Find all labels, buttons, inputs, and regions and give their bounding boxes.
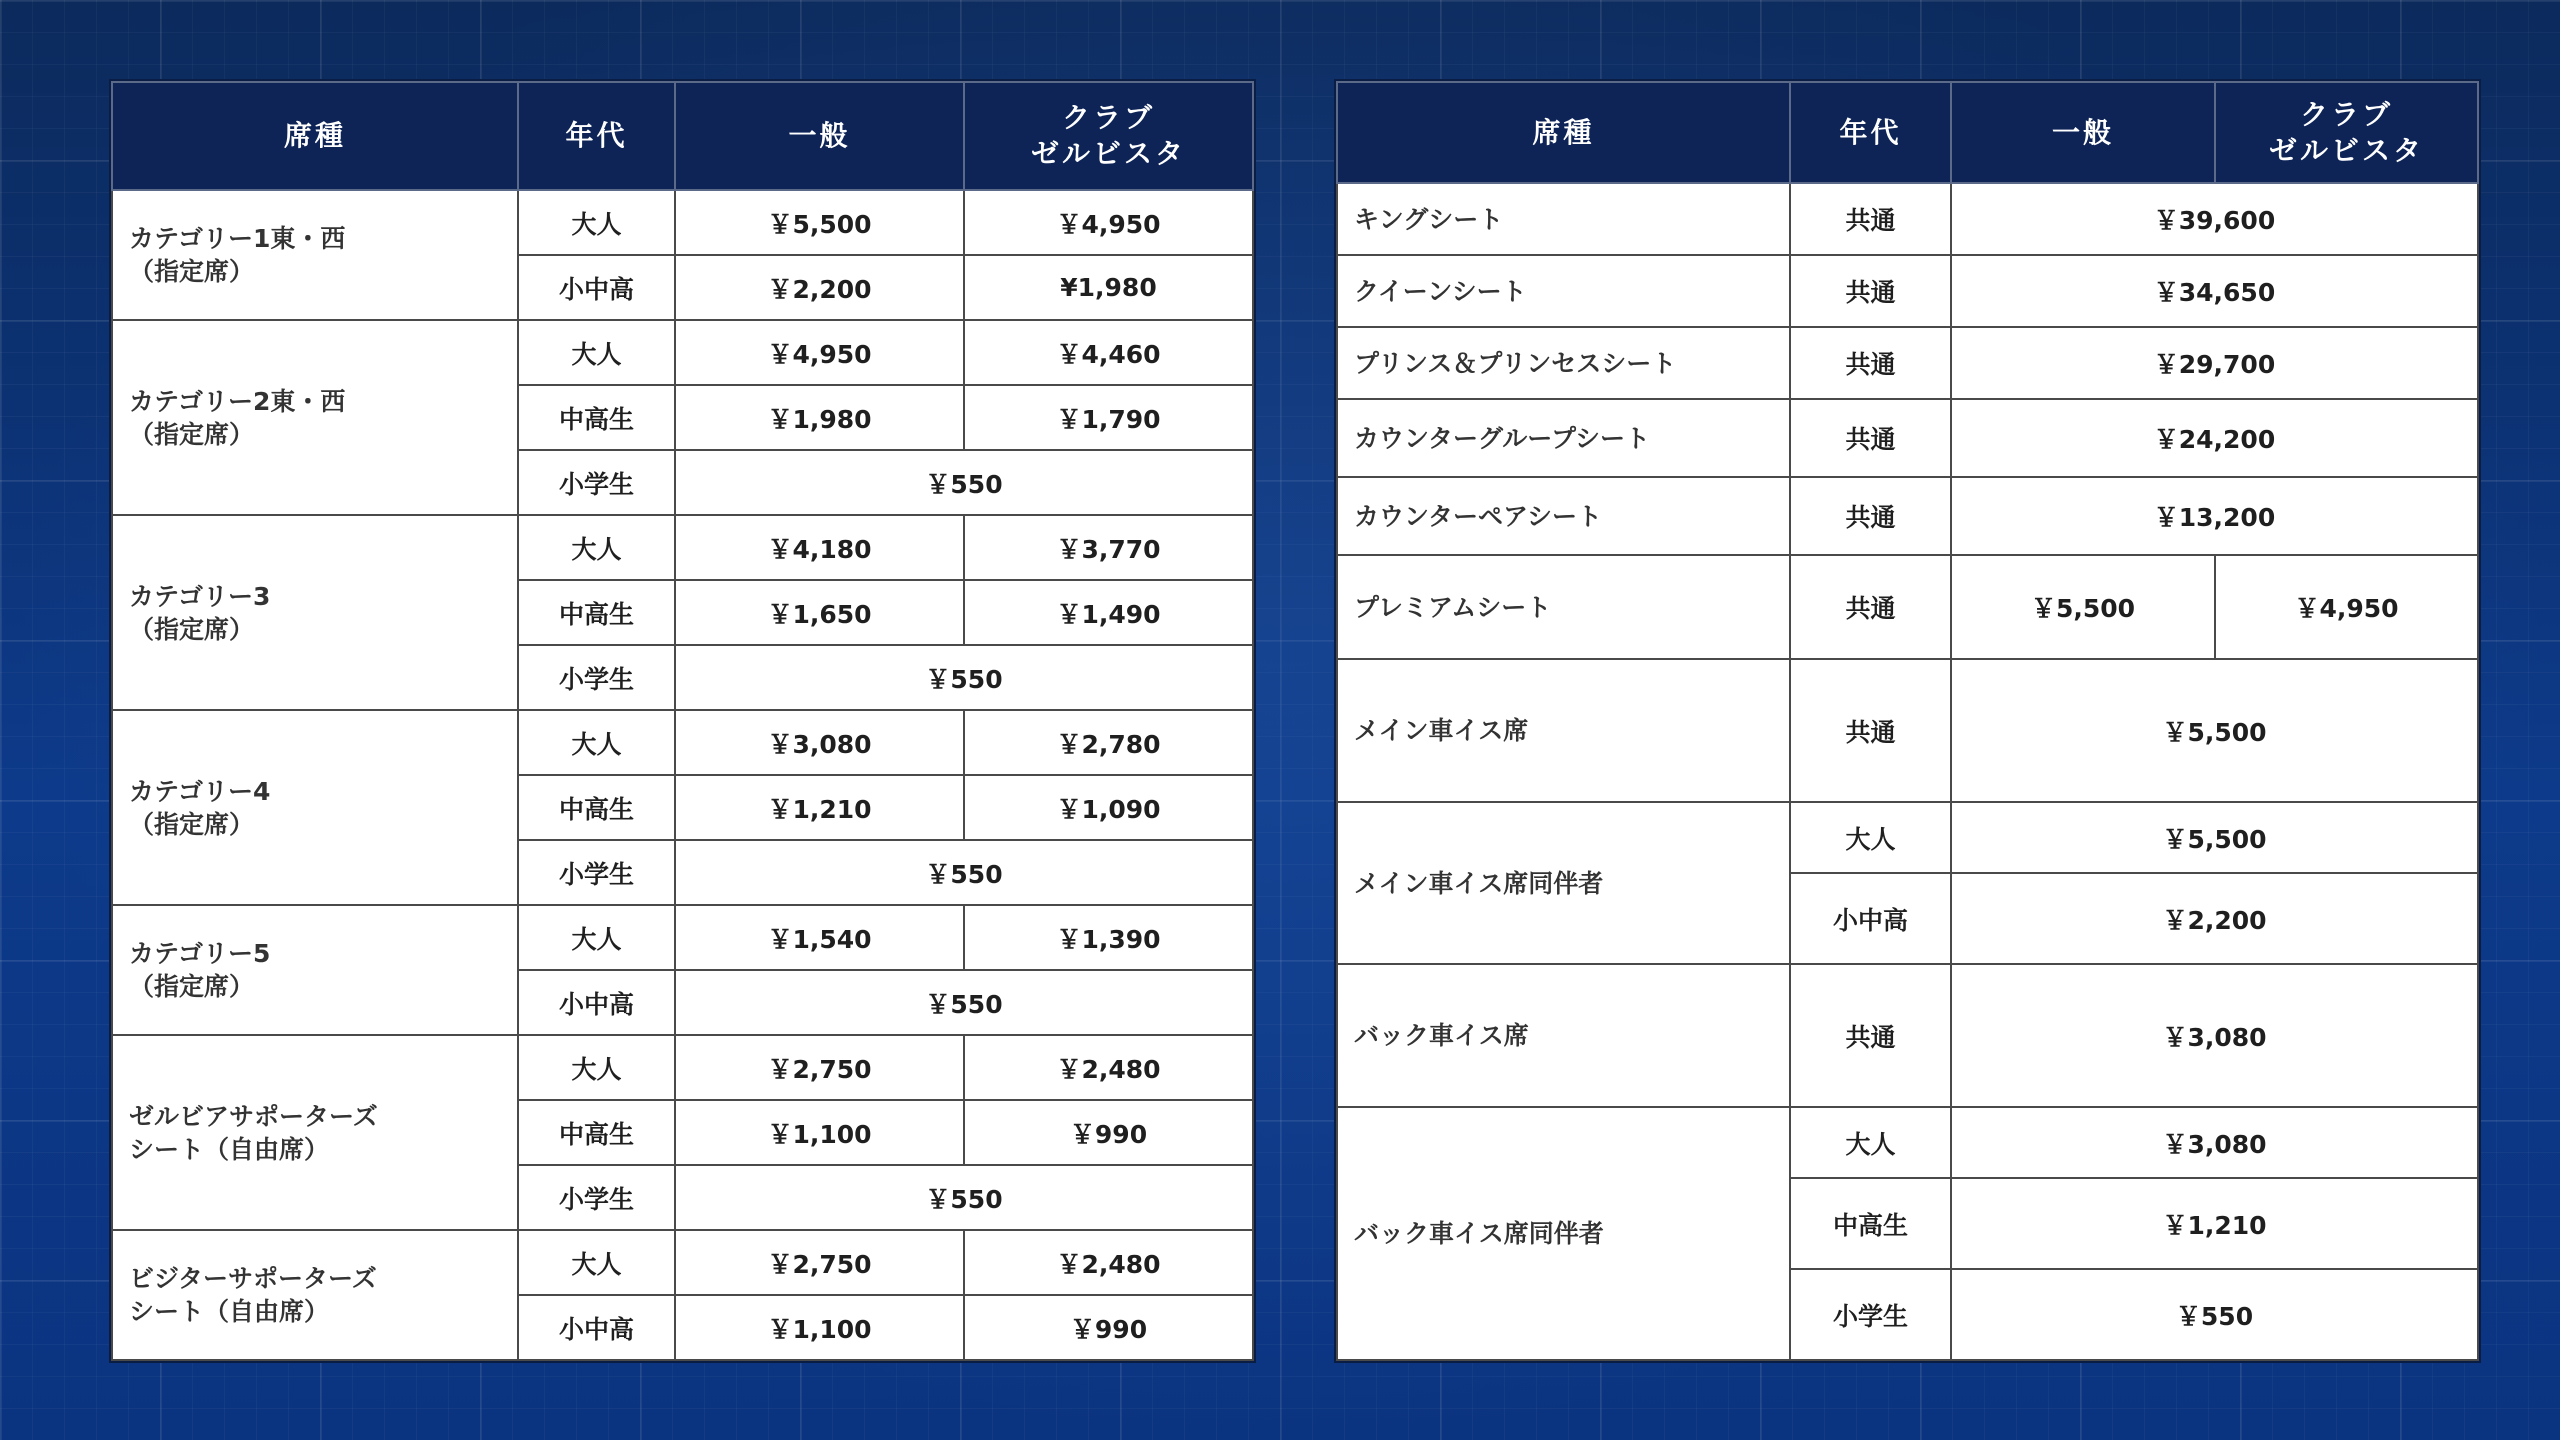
age-cell: 大人 bbox=[518, 1230, 675, 1295]
seat-name: カテゴリー3 bbox=[129, 581, 271, 611]
seat-name: カテゴリー5 bbox=[129, 939, 271, 968]
table-row bbox=[1337, 399, 2478, 477]
table-row bbox=[1337, 659, 2478, 802]
header-seat-type: 席種 bbox=[112, 82, 518, 190]
club-price: ￥1,790 bbox=[964, 385, 1253, 450]
club-price: ￥1,090 bbox=[964, 775, 1253, 840]
club-price: ￥4,950 bbox=[964, 190, 1253, 255]
table-row bbox=[112, 190, 1253, 255]
age-cell: 共通 bbox=[1790, 659, 1951, 802]
general-price: ￥2,750 bbox=[675, 1230, 964, 1295]
age-cell: 大人 bbox=[518, 1035, 675, 1100]
merged-price: ￥3,080 bbox=[1951, 1107, 2478, 1178]
general-price: ￥2,750 bbox=[675, 1035, 964, 1100]
seat-type-category3 bbox=[112, 515, 518, 710]
club-price: ￥2,480 bbox=[964, 1035, 1253, 1100]
table-row bbox=[1337, 183, 2478, 255]
club-price: ￥4,460 bbox=[964, 320, 1253, 385]
seat-note: （指定席） bbox=[129, 614, 255, 644]
general-price: ￥1,980 bbox=[675, 385, 964, 450]
merged-price: ￥34,650 bbox=[1951, 255, 2478, 327]
table-row bbox=[1337, 964, 2478, 1107]
club-price: ￥3,770 bbox=[964, 515, 1253, 580]
table-row bbox=[1337, 555, 2478, 659]
merged-price: ￥550 bbox=[1951, 1269, 2478, 1360]
seat-note: シート（自由席） bbox=[129, 1134, 330, 1164]
age-cell: 共通 bbox=[1790, 327, 1951, 399]
merged-price: ￥1,210 bbox=[1951, 1178, 2478, 1269]
age-cell: 共通 bbox=[1790, 964, 1951, 1107]
seat-type-category2 bbox=[112, 320, 518, 515]
age-cell: 大人 bbox=[518, 905, 675, 970]
merged-price: ￥550 bbox=[675, 450, 1253, 515]
general-price: ￥1,650 bbox=[675, 580, 964, 645]
header-club-line1: クラブ bbox=[2299, 97, 2393, 131]
header-general: 一般 bbox=[675, 82, 964, 190]
age-cell: 小中高 bbox=[518, 255, 675, 320]
ticket-price-table-left bbox=[111, 81, 1254, 1361]
header-age: 年代 bbox=[1790, 82, 1951, 183]
header-general: 一般 bbox=[1951, 82, 2215, 183]
table-row bbox=[1337, 255, 2478, 327]
age-cell: 共通 bbox=[1790, 255, 1951, 327]
seat-type-prince-princess: プリンス＆プリンセスシート bbox=[1337, 327, 1790, 399]
age-cell: 大人 bbox=[518, 190, 675, 255]
age-cell: 中高生 bbox=[518, 1100, 675, 1165]
header-club-line1: クラブ bbox=[1061, 101, 1155, 134]
age-cell: 共通 bbox=[1790, 477, 1951, 555]
age-cell: 共通 bbox=[1790, 183, 1951, 255]
seat-type-queen: クイーンシート bbox=[1337, 255, 1790, 327]
header-club-zelvista bbox=[2215, 82, 2478, 183]
ticket-price-table-right bbox=[1336, 81, 2479, 1361]
merged-price: ￥24,200 bbox=[1951, 399, 2478, 477]
merged-price: ￥39,600 bbox=[1951, 183, 2478, 255]
seat-type-category4 bbox=[112, 710, 518, 905]
seat-name: カテゴリー4 bbox=[129, 776, 271, 806]
age-cell: 小学生 bbox=[518, 1165, 675, 1230]
seat-note: （指定席） bbox=[129, 809, 255, 839]
seat-name: ゼルビアサポーターズ bbox=[129, 1101, 378, 1131]
seat-type-main-wheelchair-companion: メイン車イス席同伴者 bbox=[1337, 802, 1790, 964]
age-cell: 小学生 bbox=[518, 645, 675, 710]
table-row bbox=[112, 320, 1253, 385]
header-club-line2: ゼルビスタ bbox=[2268, 133, 2424, 167]
age-cell: 大人 bbox=[518, 710, 675, 775]
seat-type-counter-pair: カウンターペアシート bbox=[1337, 477, 1790, 555]
seat-name: カテゴリー1東・西 bbox=[129, 224, 346, 253]
general-price: ￥4,180 bbox=[675, 515, 964, 580]
table-row bbox=[1337, 802, 2478, 873]
header-row bbox=[1337, 82, 2478, 183]
seat-name: カテゴリー2東・西 bbox=[129, 386, 346, 416]
age-cell: 小学生 bbox=[1790, 1269, 1951, 1360]
merged-price: ￥3,080 bbox=[1951, 964, 2478, 1107]
seat-name: ビジターサポーターズ bbox=[129, 1264, 377, 1293]
table-row bbox=[112, 515, 1253, 580]
table-row bbox=[112, 710, 1253, 775]
club-price: ￥4,950 bbox=[2215, 555, 2478, 659]
seat-note: （指定席） bbox=[129, 419, 255, 449]
club-price: ￥1,390 bbox=[964, 905, 1253, 970]
age-cell: 中高生 bbox=[518, 775, 675, 840]
general-price: ￥1,540 bbox=[675, 905, 964, 970]
merged-price: ￥5,500 bbox=[1951, 802, 2478, 873]
seat-type-category1 bbox=[112, 190, 518, 320]
table-row bbox=[112, 1035, 1253, 1100]
age-cell: 中高生 bbox=[518, 580, 675, 645]
table-row bbox=[112, 905, 1253, 970]
table-row bbox=[1337, 1107, 2478, 1178]
seat-type-back-wheelchair: バック車イス席 bbox=[1337, 964, 1790, 1107]
general-price: ￥5,500 bbox=[675, 190, 964, 255]
seat-type-premium: プレミアムシート bbox=[1337, 555, 1790, 659]
merged-price: ￥550 bbox=[675, 1165, 1253, 1230]
age-cell: 小学生 bbox=[518, 840, 675, 905]
merged-price: ￥5,500 bbox=[1951, 659, 2478, 802]
seat-note: （指定席） bbox=[129, 972, 255, 1001]
seat-type-visitor-supporters bbox=[112, 1230, 518, 1360]
seat-type-zelvia-supporters bbox=[112, 1035, 518, 1230]
club-price: ￥1,490 bbox=[964, 580, 1253, 645]
age-cell: 小学生 bbox=[518, 450, 675, 515]
club-price: ￥990 bbox=[964, 1295, 1253, 1360]
header-row bbox=[112, 82, 1253, 190]
table-row bbox=[112, 1230, 1253, 1295]
age-cell: 大人 bbox=[1790, 802, 1951, 873]
age-cell: 中高生 bbox=[1790, 1178, 1951, 1269]
age-cell: 大人 bbox=[1790, 1107, 1951, 1178]
age-cell: 大人 bbox=[518, 515, 675, 580]
general-price: ￥4,950 bbox=[675, 320, 964, 385]
age-cell: 小中高 bbox=[1790, 873, 1951, 964]
age-cell: 小中高 bbox=[518, 970, 675, 1035]
general-price: ￥2,200 bbox=[675, 255, 964, 320]
seat-type-king: キングシート bbox=[1337, 183, 1790, 255]
seat-type-main-wheelchair: メイン車イス席 bbox=[1337, 659, 1790, 802]
table-row bbox=[1337, 477, 2478, 555]
seat-type-category5 bbox=[112, 905, 518, 1035]
seat-note: （指定席） bbox=[129, 257, 255, 286]
table-row bbox=[1337, 327, 2478, 399]
age-cell: 共通 bbox=[1790, 399, 1951, 477]
merged-price: ￥550 bbox=[675, 970, 1253, 1035]
age-cell: 小中高 bbox=[518, 1295, 675, 1360]
club-price: ￥2,780 bbox=[964, 710, 1253, 775]
age-cell: 中高生 bbox=[518, 385, 675, 450]
seat-type-counter-group: カウンターグループシート bbox=[1337, 399, 1790, 477]
club-price: ￥990 bbox=[964, 1100, 1253, 1165]
age-cell: 大人 bbox=[518, 320, 675, 385]
general-price: ￥3,080 bbox=[675, 710, 964, 775]
merged-price: ￥550 bbox=[675, 645, 1253, 710]
seat-type-back-wheelchair-companion: バック車イス席同伴者 bbox=[1337, 1107, 1790, 1360]
header-age: 年代 bbox=[518, 82, 675, 190]
club-price: ¥1,980 bbox=[964, 255, 1253, 320]
merged-price: ￥550 bbox=[675, 840, 1253, 905]
age-cell: 共通 bbox=[1790, 555, 1951, 659]
general-price: ￥1,100 bbox=[675, 1295, 964, 1360]
header-seat-type: 席種 bbox=[1337, 82, 1790, 183]
header-club-line2: ゼルビスタ bbox=[1030, 137, 1186, 170]
merged-price: ￥29,700 bbox=[1951, 327, 2478, 399]
general-price: ￥1,210 bbox=[675, 775, 964, 840]
seat-note: シート（自由席） bbox=[129, 1297, 330, 1326]
header-club-zelvista bbox=[964, 82, 1253, 190]
merged-price: ￥13,200 bbox=[1951, 477, 2478, 555]
general-price: ￥1,100 bbox=[675, 1100, 964, 1165]
general-price: ￥5,500 bbox=[1951, 555, 2215, 659]
club-price: ￥2,480 bbox=[964, 1230, 1253, 1295]
merged-price: ￥2,200 bbox=[1951, 873, 2478, 964]
